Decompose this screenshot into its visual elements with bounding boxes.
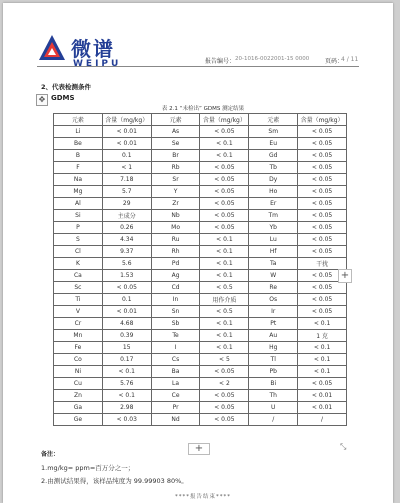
element-cell: Si — [54, 210, 103, 222]
element-cell: Mg — [54, 186, 103, 198]
note-line-2: 2.由测试结果得，该样品纯度为 99.99903 80%。 — [41, 477, 188, 485]
element-cell: Ca — [54, 270, 103, 282]
element-cell: Yb — [249, 222, 298, 234]
subsection-title: GDMS — [51, 94, 75, 102]
content-cell: < 0.05 — [200, 186, 249, 198]
element-cell: Ti — [54, 294, 103, 306]
table-header-row — [54, 114, 347, 126]
content-cell: 5.76 — [102, 378, 151, 390]
content-cell: < 0.05 — [298, 282, 347, 294]
content-cell: < 0.05 — [200, 366, 249, 378]
note-line-1: 1.mg/kg= ppm=百万分之一； — [41, 464, 135, 472]
table-row — [54, 210, 347, 222]
table-row — [54, 366, 347, 378]
element-cell: F — [54, 162, 103, 174]
element-cell: Pd — [151, 258, 200, 270]
element-cell: Au — [249, 330, 298, 342]
header-cell: 元素 — [54, 114, 103, 126]
table-resize-handle-icon[interactable]: ⤡ — [340, 442, 347, 451]
element-cell: Pt — [249, 318, 298, 330]
content-cell: < 0.01 — [102, 138, 151, 150]
content-cell: < 0.1 — [200, 270, 249, 282]
content-cell: < 0.1 — [200, 330, 249, 342]
element-cell: Tb — [249, 162, 298, 174]
elements-table — [53, 113, 347, 426]
content-cell: 1 克 — [298, 330, 347, 342]
element-cell: Al — [54, 198, 103, 210]
element-cell: Br — [151, 150, 200, 162]
header-cell: 含量（mg/kg） — [298, 114, 347, 126]
table-row — [54, 222, 347, 234]
element-cell: B — [54, 150, 103, 162]
content-cell: < 0.5 — [200, 306, 249, 318]
report-number-label: 报告编号： — [205, 58, 236, 65]
content-cell: < 0.1 — [298, 366, 347, 378]
element-cell: Bi — [249, 378, 298, 390]
content-cell: < 0.05 — [200, 126, 249, 138]
content-cell: < 0.05 — [200, 390, 249, 402]
table-row — [54, 126, 347, 138]
content-cell: < 0.05 — [102, 282, 151, 294]
content-cell: 2.98 — [102, 402, 151, 414]
element-cell: Pr — [151, 402, 200, 414]
content-cell: < 0.05 — [200, 162, 249, 174]
logo-chinese-text: 微谱 — [71, 37, 115, 61]
content-cell: < 0.1 — [200, 234, 249, 246]
content-cell: < 0.1 — [298, 318, 347, 330]
element-cell: Be — [54, 138, 103, 150]
element-cell: La — [151, 378, 200, 390]
element-cell: I — [151, 342, 200, 354]
content-cell: < 0.1 — [298, 342, 347, 354]
content-cell: 29 — [102, 198, 151, 210]
content-cell: < 0.05 — [298, 162, 347, 174]
element-cell: K — [54, 258, 103, 270]
content-cell: < 0.05 — [298, 210, 347, 222]
table-row — [54, 150, 347, 162]
header-cell: 元素 — [151, 114, 200, 126]
content-cell: < 0.1 — [102, 366, 151, 378]
page-number-label: 页码： — [325, 58, 344, 65]
element-cell: Ru — [151, 234, 200, 246]
table-row — [54, 258, 347, 270]
content-cell: < 0.01 — [298, 402, 347, 414]
table-row — [54, 330, 347, 342]
element-cell: Dy — [249, 174, 298, 186]
add-row-button[interactable]: + — [188, 443, 210, 455]
element-cell: Tm — [249, 210, 298, 222]
content-cell: < 0.05 — [298, 246, 347, 258]
page-number: 4 / 11 — [341, 56, 359, 63]
table-row — [54, 294, 347, 306]
content-cell: < 0.1 — [200, 258, 249, 270]
content-cell: < 0.05 — [298, 234, 347, 246]
add-column-button[interactable]: + — [338, 269, 352, 283]
content-cell: < 0.05 — [200, 222, 249, 234]
table-row — [54, 414, 347, 426]
content-cell: < 0.05 — [298, 294, 347, 306]
header-divider — [37, 66, 359, 67]
element-cell: Sb — [151, 318, 200, 330]
content-cell: / — [298, 414, 347, 426]
element-cell: Lu — [249, 234, 298, 246]
content-cell: < 0.05 — [298, 138, 347, 150]
element-cell: P — [54, 222, 103, 234]
element-cell: Co — [54, 354, 103, 366]
table-row — [54, 390, 347, 402]
content-cell: 4.68 — [102, 318, 151, 330]
content-cell: < 0.1 — [200, 342, 249, 354]
content-cell: < 0.1 — [200, 138, 249, 150]
content-cell: < 0.05 — [298, 306, 347, 318]
content-cell: < 0.05 — [200, 210, 249, 222]
element-cell: Cr — [54, 318, 103, 330]
content-cell: < 1 — [102, 162, 151, 174]
element-cell: Eu — [249, 138, 298, 150]
table-row — [54, 138, 347, 150]
element-cell: Mo — [151, 222, 200, 234]
content-cell: < 0.1 — [200, 150, 249, 162]
content-cell: < 0.01 — [102, 306, 151, 318]
element-cell: Ga — [54, 402, 103, 414]
element-cell: / — [249, 414, 298, 426]
content-cell: < 0.1 — [102, 390, 151, 402]
element-cell: Ni — [54, 366, 103, 378]
content-cell: 4.34 — [102, 234, 151, 246]
section-title: 2、代表检测条件 — [41, 83, 92, 91]
table-move-handle-icon[interactable]: ✥ — [36, 94, 48, 106]
content-cell: 0.1 — [102, 150, 151, 162]
content-cell: < 0.1 — [200, 318, 249, 330]
content-cell: < 0.05 — [298, 174, 347, 186]
table-row — [54, 174, 347, 186]
content-cell: 主成分 — [102, 210, 151, 222]
element-cell: Se — [151, 138, 200, 150]
content-cell: < 0.05 — [298, 186, 347, 198]
logo-mark-icon — [37, 33, 67, 63]
element-cell: Zr — [151, 198, 200, 210]
content-cell: < 0.03 — [102, 414, 151, 426]
content-cell: < 0.01 — [298, 390, 347, 402]
element-cell: Gd — [249, 150, 298, 162]
element-cell: Er — [249, 198, 298, 210]
element-cell: Cs — [151, 354, 200, 366]
table-row — [54, 162, 347, 174]
report-end-marker: ****报告结束**** — [174, 494, 231, 500]
element-cell: Sc — [54, 282, 103, 294]
element-cell: Rb — [151, 162, 200, 174]
table-row — [54, 270, 347, 282]
element-cell: Cd — [151, 282, 200, 294]
content-cell: 0.39 — [102, 330, 151, 342]
element-cell: Ho — [249, 186, 298, 198]
element-cell: Mn — [54, 330, 103, 342]
element-cell: Zn — [54, 390, 103, 402]
content-cell: < 0.05 — [200, 174, 249, 186]
content-cell: < 0.1 — [200, 246, 249, 258]
element-cell: Sr — [151, 174, 200, 186]
element-cell: U — [249, 402, 298, 414]
element-cell: Sm — [249, 126, 298, 138]
content-cell: < 0.05 — [298, 126, 347, 138]
element-cell: W — [249, 270, 298, 282]
element-cell: Ce — [151, 390, 200, 402]
table-body — [54, 126, 347, 426]
content-cell: < 0.05 — [298, 198, 347, 210]
content-cell: 5.6 — [102, 258, 151, 270]
content-cell: 0.1 — [102, 294, 151, 306]
content-cell: 0.26 — [102, 222, 151, 234]
element-cell: Ta — [249, 258, 298, 270]
table-row — [54, 318, 347, 330]
element-cell: Cl — [54, 246, 103, 258]
content-cell: < 0.05 — [200, 414, 249, 426]
content-cell: < 0.05 — [200, 198, 249, 210]
content-cell: 用作介质 — [200, 294, 249, 306]
element-cell: Ir — [249, 306, 298, 318]
logo-english-text: WEIPU — [73, 59, 122, 69]
element-cell: Y — [151, 186, 200, 198]
document-page — [3, 3, 393, 503]
element-cell: Nd — [151, 414, 200, 426]
element-cell: Sn — [151, 306, 200, 318]
company-logo — [37, 33, 147, 73]
header-cell: 元素 — [249, 114, 298, 126]
content-cell: < 5 — [200, 354, 249, 366]
content-cell: 9.37 — [102, 246, 151, 258]
header-cell: 含量（mg/kg） — [102, 114, 151, 126]
element-cell: As — [151, 126, 200, 138]
content-cell: < 0.01 — [102, 126, 151, 138]
content-cell: 1.53 — [102, 270, 151, 282]
content-cell: < 0.05 — [298, 378, 347, 390]
element-cell: Ag — [151, 270, 200, 282]
element-cell: Na — [54, 174, 103, 186]
element-cell: Tl — [249, 354, 298, 366]
content-cell: < 0.5 — [200, 282, 249, 294]
element-cell: Re — [249, 282, 298, 294]
table-row — [54, 354, 347, 366]
content-cell: 5.7 — [102, 186, 151, 198]
content-cell: < 0.05 — [298, 270, 347, 282]
table-row — [54, 198, 347, 210]
notes-title: 备注： — [41, 451, 60, 458]
content-cell: 0.17 — [102, 354, 151, 366]
element-cell: Hg — [249, 342, 298, 354]
table-row — [54, 378, 347, 390]
table-row — [54, 402, 347, 414]
element-cell: In — [151, 294, 200, 306]
table-row — [54, 282, 347, 294]
table-row — [54, 342, 347, 354]
content-cell: < 0.05 — [298, 222, 347, 234]
table-row — [54, 234, 347, 246]
element-cell: Pb — [249, 366, 298, 378]
content-cell: 7.18 — [102, 174, 151, 186]
element-cell: Nb — [151, 210, 200, 222]
element-cell: Li — [54, 126, 103, 138]
content-cell: < 0.1 — [298, 354, 347, 366]
table-row — [54, 246, 347, 258]
content-cell: < 2 — [200, 378, 249, 390]
content-cell: 干扰 — [298, 258, 347, 270]
content-cell: < 0.05 — [298, 150, 347, 162]
table-caption: 表 2.1 “未检出” GDMS 测定结果 — [161, 106, 245, 112]
table-row — [54, 186, 347, 198]
table-row — [54, 306, 347, 318]
element-cell: Hf — [249, 246, 298, 258]
element-cell: Th — [249, 390, 298, 402]
report-number: 20-1016-0022001-15 0000 — [235, 56, 310, 62]
element-cell: Rh — [151, 246, 200, 258]
header-cell: 含量（mg/kg） — [200, 114, 249, 126]
element-cell: Cu — [54, 378, 103, 390]
element-cell: Te — [151, 330, 200, 342]
element-cell: S — [54, 234, 103, 246]
element-cell: Os — [249, 294, 298, 306]
element-cell: Fe — [54, 342, 103, 354]
content-cell: 15 — [102, 342, 151, 354]
element-cell: Ba — [151, 366, 200, 378]
element-cell: Ge — [54, 414, 103, 426]
element-cell: V — [54, 306, 103, 318]
content-cell: < 0.05 — [200, 402, 249, 414]
